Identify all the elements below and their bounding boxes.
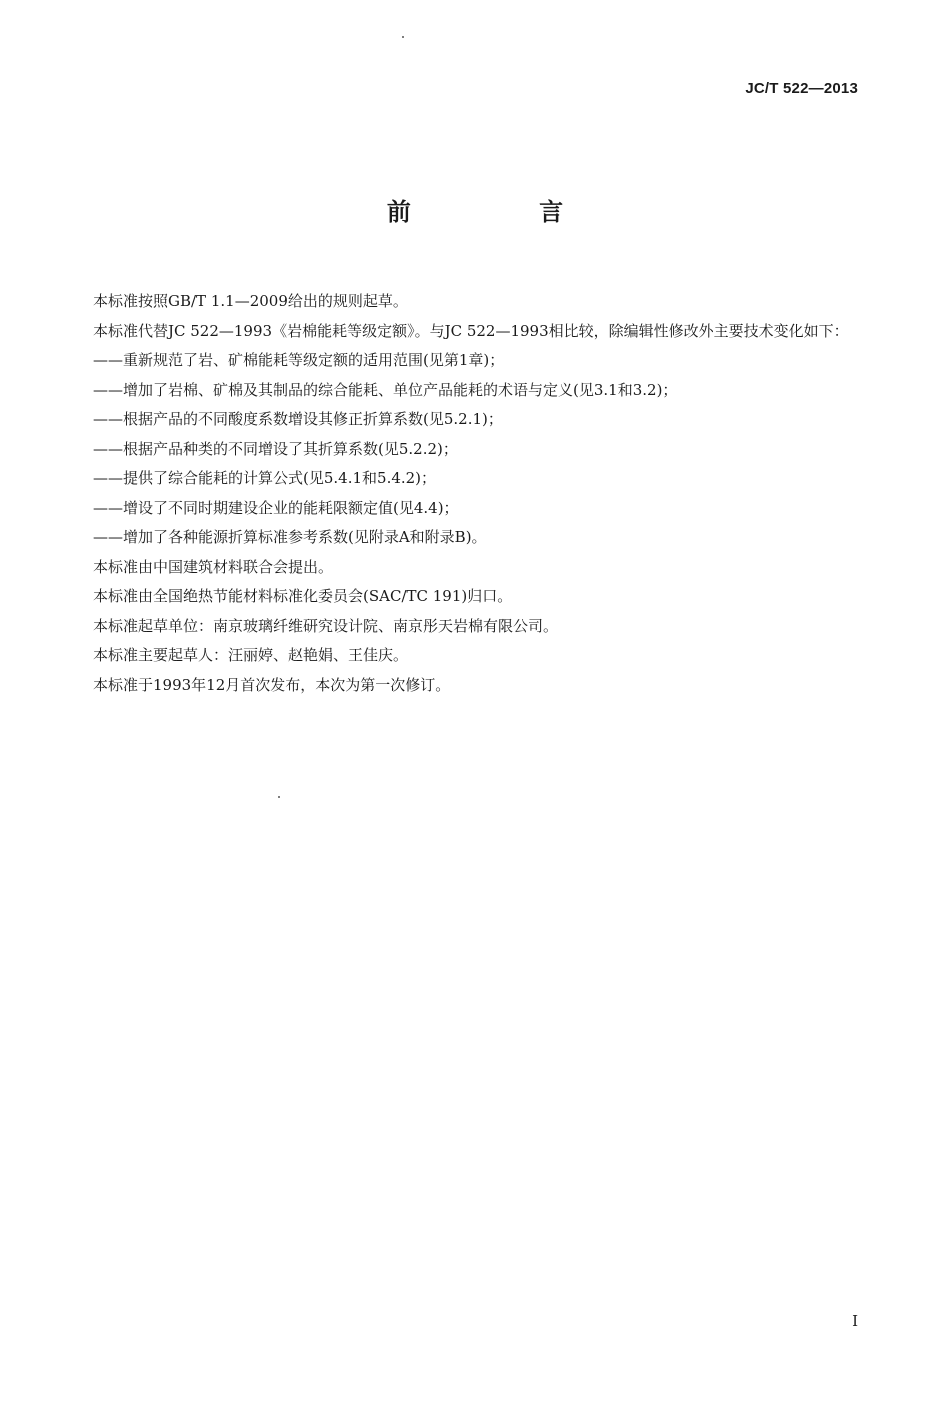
paragraph-history: 本标准于1993年12月首次发布，本次为第一次修订。 (93, 675, 451, 694)
scan-speck (278, 796, 280, 798)
paragraph-drafters: 本标准主要起草人：汪丽婷、赵艳娟、王佳庆。 (93, 646, 409, 664)
scan-speck (402, 36, 404, 38)
list-item: ——提供了综合能耗的计算公式(见5.4.1和5.4.2)； (93, 469, 437, 487)
list-item: ——增加了各种能源折算标准参考系数(见附录A和附录B)。 (93, 528, 487, 546)
list-item: ——增加了岩棉、矿棉及其制品的综合能耗、单位产品能耗的术语与定义(见3.1和3.2)； (93, 380, 678, 399)
paragraph-replacement: 本标准代替JC 522—1993《岩棉能耗等级定额》。与JC 522—1993相比较，除编辑性修改外主要技术变化如下： (93, 321, 849, 340)
list-item: ——根据产品的不同酸度系数增设其修正折算系数(见5.2.1)； (93, 410, 503, 428)
list-item: ——重新规范了岩、矿棉能耗等级定额的适用范围(见第1章)； (93, 351, 505, 369)
foreword-body (57, 287, 867, 700)
page-title: 前 言 (386, 198, 624, 226)
paragraph-drafting-rules: 本标准按照GB/T 1.1—2009给出的规则起草。 (93, 292, 408, 310)
standard-code: JC/T 522—2013 (745, 80, 858, 97)
paragraph-proposer: 本标准由中国建筑材料联合会提出。 (93, 557, 334, 576)
list-item: ——根据产品种类的不同增设了其折算系数(见5.2.2)； (93, 439, 458, 458)
list-item: ——增设了不同时期建设企业的能耗限额定值(见4.4)； (93, 498, 459, 517)
paragraph-committee: 本标准由全国绝热节能材料标准化委员会(SAC/TC 191)归口。 (93, 587, 513, 605)
paragraph-drafting-units: 本标准起草单位：南京玻璃纤维研究设计院、南京彤天岩棉有限公司。 (93, 616, 559, 635)
page-number: I (852, 1312, 858, 1330)
